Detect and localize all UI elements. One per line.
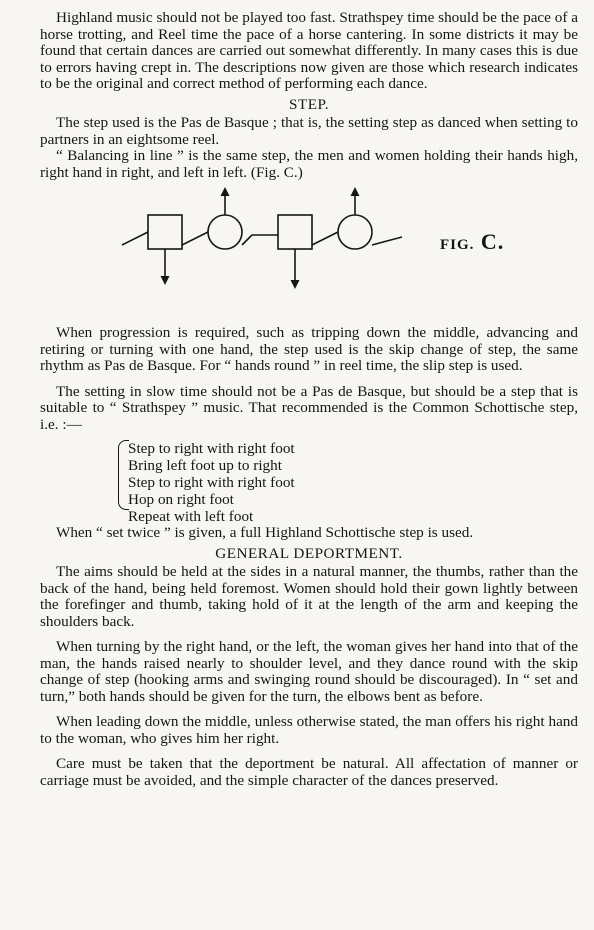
deportment-paragraph-4: Care must be taken that the deportment be natural. All affectation of manner or carriage must be avoided, and the simple character of the dances preserved. [40, 755, 578, 789]
step-heading: STEP. [288, 95, 330, 113]
woman-circle-2 [338, 215, 372, 249]
arrow-down-icon [161, 276, 170, 285]
step-line: Hop on right foot [128, 491, 234, 508]
figure-label: FIG. C. [440, 229, 505, 254]
repeat-line: Repeat with left foot [128, 508, 254, 525]
arrow-down-icon [291, 280, 300, 289]
deportment-paragraph-1: The aims should be held at the sides in a natural manner, the thumbs, rather than the back of the hand, being held foremost. Women should hold their gown lightly between the forefinger and thumb, taking hold of it at the length of the arm and keeping the shoulders back. [40, 563, 578, 630]
arrow-up-icon [221, 187, 230, 196]
deportment-paragraph-3: When leading down the middle, unless otherwise stated, the man offers his right hand to the woman, who gives him her right. [40, 713, 578, 747]
document-page [40, 10, 578, 789]
step-line: Step to right with right foot [128, 440, 295, 457]
arrow-up-icon [351, 187, 360, 196]
figure-c [40, 187, 578, 315]
man-square-1 [148, 215, 182, 249]
set-twice-paragraph: When “ set twice ” is given, a full Highland Schottische step is used. [56, 524, 474, 541]
diagram-line [122, 232, 148, 245]
step-paragraph-1: The step used is the Pas de Basque ; that is, the setting step as danced when setting to partners in an eightsome reel. [40, 114, 578, 148]
deportment-heading: GENERAL DEPORTMENT. [215, 544, 403, 562]
progression-paragraph: When progression is required, such as tripping down the middle, advancing and retiring or turning with one hand, the step used is the skip change of step, the same rhythm as Pas de Basque. For “ hands round ” in reel time, the slip step is used. [40, 324, 578, 374]
balancing-in-line-diagram [112, 187, 412, 311]
step-line: Step to right with right foot [128, 474, 295, 491]
man-square-2 [278, 215, 312, 249]
schottische-steps [128, 440, 578, 525]
intro-paragraph: Highland music should not be played too fast. Strathspey time should be the pace of a horse trotting, and Reel time the pace of a horse cantering. In some districts it may be found that certain dances are carried out somewhat differently. In many cases this is due to errors having crept in. The descriptions now given are those which research indicates to be the original and correct method of performing each dance. [40, 9, 578, 92]
woman-circle-1 [208, 215, 242, 249]
deportment-paragraph-2: When turning by the right hand, or the left, the woman gives her hand into that of the man, the hands raised nearly to shoulder level, and they dance round with the skip change of step (hooking arms and swinging round should be discouraged). In “ set and turn,” both hands should be given for the turn, the elbows bent as before. [40, 638, 578, 705]
brace-mark [118, 440, 129, 510]
step-line: Bring left foot up to right [128, 457, 282, 474]
step-paragraph-2: “ Balancing in line ” is the same step, the men and women holding their hands high, right hand in right, and left in left. (Fig. C.) [40, 147, 578, 181]
slow-time-paragraph: The setting in slow time should not be a Pas de Basque, but should be a step that is suitable to “ Strathspey ” music. That recommended is the Common Schottische step, i.e. :— [40, 382, 578, 433]
